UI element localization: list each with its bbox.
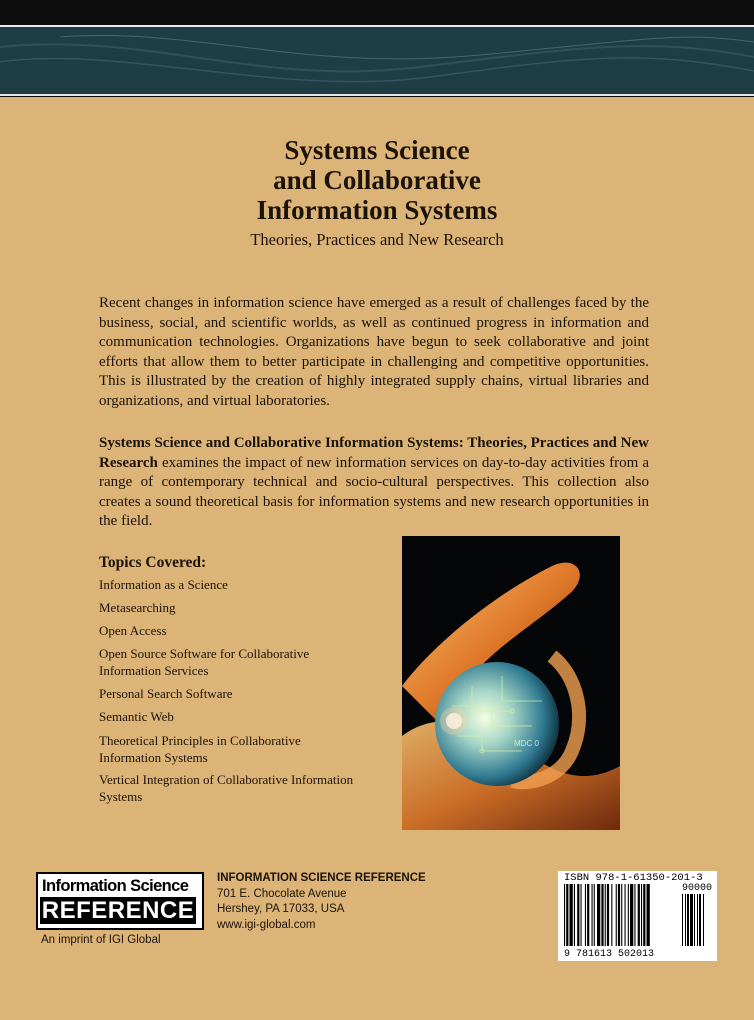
topic-item: Personal Search Software bbox=[99, 686, 233, 701]
description-paragraph-2-text: examines the impact of new information services on day-to-day activities from a range of contemporary technical and socio-cultural perspectives. This collection also creates a sound theoretical basis for information systems and new research opportunities in the field. bbox=[99, 454, 649, 529]
publisher-website: www.igi-global.com bbox=[217, 918, 316, 931]
publisher-info bbox=[217, 871, 426, 933]
topic-item: Open Source Software for Collaborative Information Services bbox=[99, 646, 310, 678]
logo-line-2: REFERENCE bbox=[41, 897, 195, 924]
book-subtitle: Theories, Practices and New Research bbox=[250, 230, 504, 249]
logo-line-1: Information Science bbox=[42, 877, 189, 895]
topic-item: Metasearching bbox=[99, 600, 176, 615]
description-paragraph-1: Recent changes in information science have emerged as a result of challenges faced by the business, social, and scientific worlds, as well as continued progress in information and communication technologies. Organizations have begun to seek collaborative and joint efforts that allow them to better participate in challenging and competitive opportunities. This is illustrated by the creation of highly integrated supply chains, virtual libraries and organizations, and virtual laboratories. bbox=[99, 295, 649, 409]
barcode-bars bbox=[564, 884, 714, 950]
cover-illustration bbox=[402, 536, 620, 830]
topic-item: Vertical Integration of Collaborative Information Systems bbox=[99, 772, 354, 804]
description-paragraph-2 bbox=[99, 434, 649, 532]
topic-item: Open Access bbox=[99, 623, 167, 638]
publisher-name: INFORMATION SCIENCE REFERENCE bbox=[217, 872, 426, 884]
publisher-address-2: Hershey, PA 17033, USA bbox=[217, 903, 345, 915]
barcode-addon: 90000 bbox=[682, 883, 713, 894]
topic-item: Information as a Science bbox=[99, 577, 228, 592]
isbn-number: ISBN 978-1-61350-201-3 bbox=[564, 872, 703, 884]
top-band bbox=[0, 0, 754, 97]
decorative-wave-band bbox=[0, 25, 754, 96]
topic-item: Theoretical Principles in Collaborative Information Systems bbox=[99, 733, 301, 765]
publisher-address-1: 701 E. Chocolate Avenue bbox=[217, 887, 347, 900]
publisher-logo bbox=[36, 872, 204, 930]
description-title-emphasis: Systems Science and Collaborative Information Systems: Theories, Practices and New Research bbox=[99, 435, 649, 471]
orb-label: MDC 0 bbox=[514, 739, 539, 748]
imprint-text: An imprint of IGI Global bbox=[41, 934, 161, 946]
topics-heading: Topics Covered: bbox=[99, 554, 207, 571]
book-title-line-2: and Collaborative bbox=[273, 165, 481, 195]
isbn-barcode bbox=[558, 871, 717, 961]
topic-item: Semantic Web bbox=[99, 709, 174, 724]
book-title-line-3: Information Systems bbox=[256, 195, 498, 225]
book-title-line-1: Systems Science bbox=[284, 135, 470, 165]
ean-digits: 9 781613 502013 bbox=[564, 949, 655, 960]
